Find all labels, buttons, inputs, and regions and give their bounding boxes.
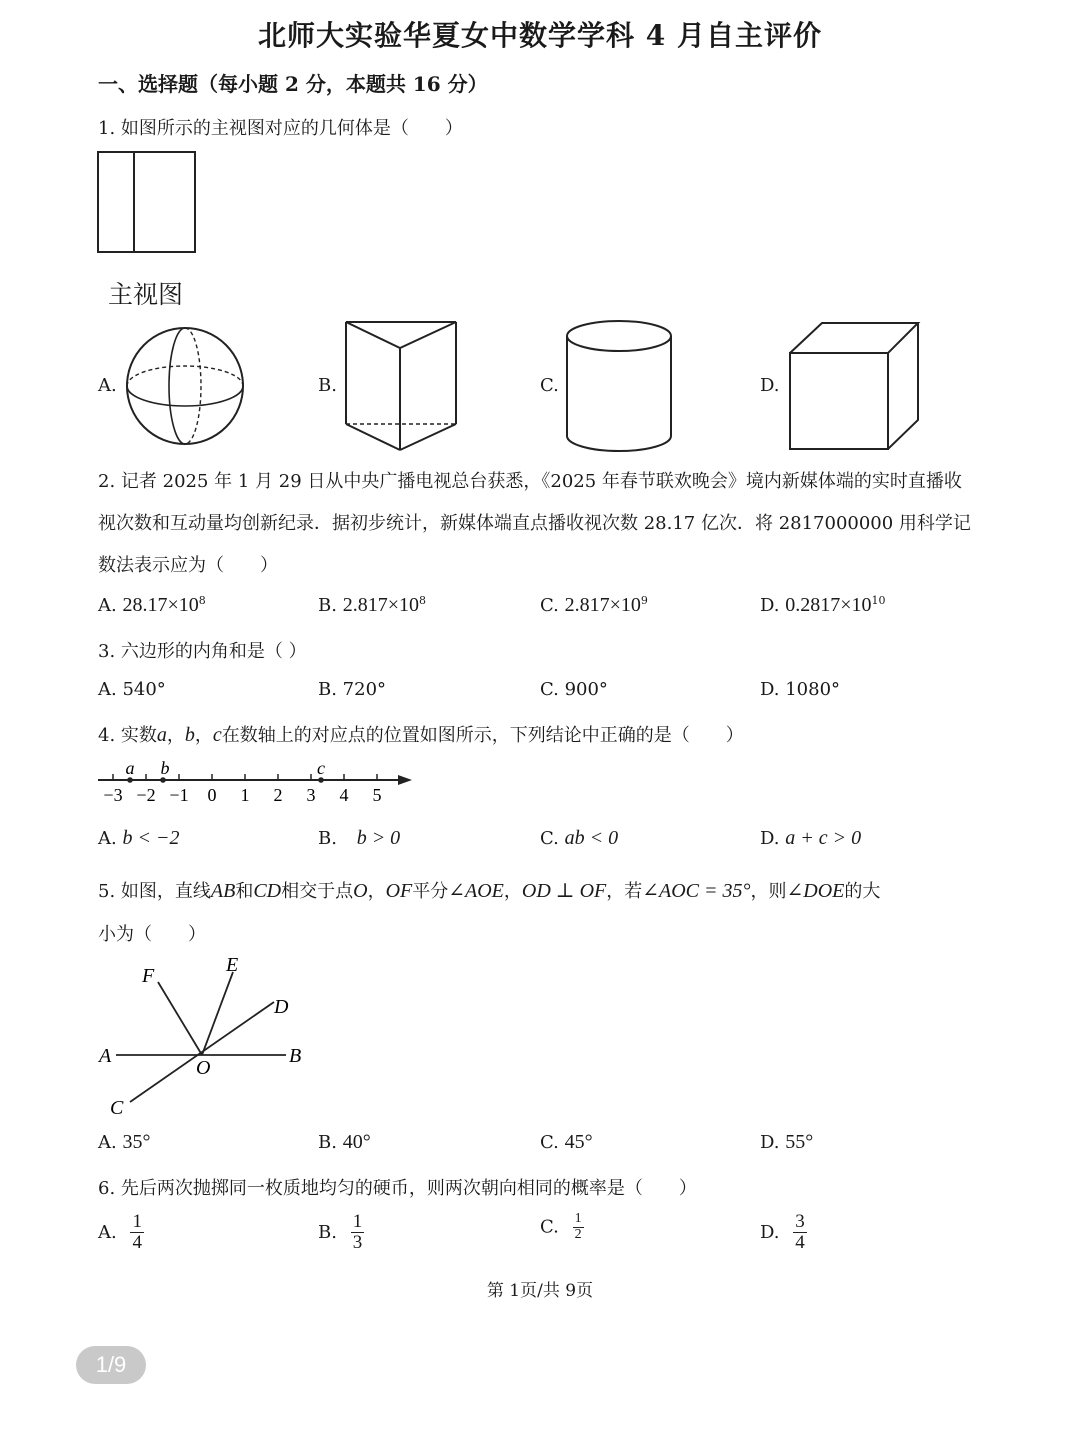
tick-label: 1 — [240, 785, 250, 805]
q6-option-c-label: C. — [540, 1216, 559, 1238]
q1-option-d-label[interactable]: D. — [760, 375, 780, 396]
q6-option-c-fraction — [573, 1212, 584, 1242]
q5-text: ，若 — [606, 881, 643, 902]
q6-option-a-label: A. — [98, 1221, 117, 1243]
question-3-stem: 3. 六边形的内角和是（ ） — [98, 641, 307, 662]
q2-option-c-exponent: 9 — [640, 594, 648, 607]
denominator: 4 — [795, 1231, 805, 1253]
numerator: 1 — [352, 1211, 363, 1232]
q5-option-c[interactable] — [540, 1131, 593, 1154]
q5-perpendicular: OD ⊥ OF — [521, 880, 607, 902]
q3-option-d[interactable]: D. 1080° — [760, 679, 841, 700]
label-f: F — [142, 965, 155, 987]
tick-label: −3 — [103, 785, 123, 805]
denominator: 3 — [352, 1231, 363, 1253]
front-view-figure — [96, 150, 198, 256]
q1-option-b-label[interactable]: B. — [318, 375, 337, 396]
q4-stem-prefix: 4. 实数 — [98, 725, 157, 746]
q5-option-b[interactable] — [318, 1131, 371, 1154]
q3-option-c[interactable]: C. 900° — [540, 679, 608, 700]
q5-point-o: O — [353, 880, 368, 902]
q5-text: 的大 — [844, 881, 881, 902]
q2-option-d-mantissa: 0.2817×10 — [785, 594, 872, 616]
q5-option-d[interactable] — [760, 1131, 813, 1154]
question-2-line-3: 数法表示应为（ ） — [98, 555, 278, 576]
question-4-stem — [98, 721, 744, 747]
q2-option-b-exponent: 8 — [418, 594, 426, 607]
denominator: 2 — [574, 1226, 582, 1242]
q4-var-c: c — [212, 724, 222, 746]
q2-option-a[interactable] — [98, 594, 206, 617]
q4-option-c-expr: ab < 0 — [564, 827, 619, 849]
page-footer: 第 1页/共 9页 — [486, 1281, 594, 1301]
q5-option-c-label: C. — [540, 1132, 559, 1153]
q4-var-b: b — [184, 724, 195, 746]
q4-option-d-label: D. — [760, 828, 780, 849]
q5-option-d-label: D. — [760, 1132, 780, 1153]
section-heading: 一、选择题（每小题 2 分，本题共 16 分） — [98, 72, 488, 96]
q5-option-b-value: 40° — [342, 1131, 371, 1153]
label-a: A — [99, 1045, 112, 1067]
cube-figure — [786, 320, 922, 452]
q4-option-a-label: A. — [98, 828, 117, 849]
point-label-c: c — [317, 758, 325, 778]
tick-label: 3 — [306, 785, 316, 805]
q2-option-a-exponent: 8 — [198, 594, 206, 607]
tick-label: 4 — [339, 785, 349, 805]
cylinder-figure — [563, 318, 675, 456]
triangular-prism-figure — [342, 318, 460, 454]
q4-option-b[interactable] — [318, 827, 400, 850]
q4-sep-1: ， — [166, 725, 185, 746]
q4-option-a-expr: b < −2 — [122, 827, 180, 849]
q2-option-d-label: D. — [760, 595, 780, 616]
q5-line-cd: CD — [253, 880, 282, 902]
label-c: C — [110, 1097, 124, 1119]
question-1-stem: 1. 如图所示的主视图对应的几何体是（ ） — [98, 118, 463, 139]
label-d: D — [274, 996, 289, 1018]
q4-option-a[interactable] — [98, 827, 179, 850]
q5-text: ，则 — [750, 881, 787, 902]
q5-text: ， — [503, 881, 522, 902]
q5-ray-of: OF — [385, 880, 413, 902]
page-title: 北师大实验华夏女中数学学科 4 月自主评价 — [258, 19, 822, 52]
q6-option-c[interactable] — [540, 1212, 584, 1242]
q4-option-d[interactable] — [760, 827, 861, 850]
tick-label: 5 — [372, 785, 382, 805]
q6-option-b[interactable] — [318, 1212, 364, 1253]
q2-option-a-mantissa: 28.17×10 — [122, 594, 199, 616]
q2-option-b[interactable] — [318, 594, 426, 617]
q5-option-a[interactable] — [98, 1131, 150, 1154]
q6-option-b-fraction — [351, 1212, 365, 1253]
q5-option-b-label: B. — [318, 1132, 337, 1153]
intersecting-lines-figure — [96, 952, 316, 1124]
q2-option-c[interactable] — [540, 594, 648, 617]
q2-option-a-label: A. — [98, 595, 117, 616]
q5-option-d-value: 55° — [785, 1131, 814, 1153]
q5-option-a-value: 35° — [122, 1131, 151, 1153]
q6-option-b-label: B. — [318, 1221, 337, 1243]
q2-option-b-label: B. — [318, 595, 337, 616]
q5-text: ， — [367, 881, 386, 902]
q5-line-ab: AB — [210, 880, 236, 902]
numerator: 1 — [132, 1211, 142, 1232]
question-5-line-1 — [98, 877, 880, 903]
numerator: 3 — [795, 1211, 805, 1232]
front-view-label: 主视图 — [108, 280, 184, 309]
tick-label: −2 — [136, 785, 156, 805]
question-2-line-1: 2. 记者 2025 年 1 月 29 日从中央广播电视总台获悉，《2025 年春节联欢晚会》境内新媒体端的实时直播收 — [98, 471, 962, 492]
q5-option-c-value: 45° — [564, 1131, 593, 1153]
q5-angle-aoe: ∠AOE — [448, 880, 504, 902]
tick-label: 0 — [207, 785, 217, 805]
q4-var-a: a — [156, 724, 167, 746]
q2-option-d-exponent: 10 — [871, 594, 886, 607]
point-label-a: a — [125, 758, 135, 778]
number-line-figure — [96, 756, 416, 808]
q4-option-c[interactable] — [540, 827, 618, 850]
q6-option-d-label: D. — [760, 1221, 780, 1243]
q4-sep-2: ， — [194, 725, 213, 746]
q2-option-b-mantissa: 2.817×10 — [342, 594, 419, 616]
denominator: 4 — [132, 1231, 142, 1253]
q4-option-b-expr: b > 0 — [356, 827, 401, 849]
label-o: O — [196, 1057, 211, 1079]
label-e: E — [226, 954, 239, 976]
q2-option-c-label: C. — [540, 595, 559, 616]
q6-option-a[interactable] — [98, 1212, 144, 1253]
q2-option-c-mantissa: 2.817×10 — [564, 594, 641, 616]
tick-label: 2 — [273, 785, 283, 805]
question-6-stem: 6. 先后两次抛掷同一枚质地均匀的硬币，则两次朝向相同的概率是（ ） — [98, 1178, 697, 1199]
q5-text: 和 — [235, 881, 254, 902]
q5-option-a-label: A. — [98, 1132, 117, 1153]
q6-option-d[interactable] — [760, 1212, 807, 1253]
label-b: B — [289, 1045, 302, 1067]
point-label-b: b — [160, 758, 170, 778]
sphere-figure — [122, 324, 248, 448]
tick-label: −1 — [169, 785, 189, 805]
q2-option-d[interactable] — [760, 594, 886, 617]
q1-option-a-label[interactable]: A. — [98, 375, 117, 396]
q5-angle-aoc: ∠AOC = 35° — [642, 880, 751, 902]
q5-text: 相交于点 — [281, 881, 354, 902]
page-indicator[interactable]: 1/9 — [76, 1346, 146, 1384]
question-2-line-2: 视次数和互动量均创新纪录．据初步统计，新媒体端直点播收视次数 28.17 亿次．将 2817000000 用科学记 — [98, 513, 971, 534]
numerator: 1 — [574, 1211, 582, 1226]
question-5-line-2: 小为（ ） — [98, 924, 206, 945]
q5-text: 平分 — [412, 881, 449, 902]
q5-text: 5. 如图，直线 — [98, 881, 211, 902]
q4-option-b-label: B. — [318, 828, 337, 849]
q1-option-c-label[interactable]: C. — [540, 375, 559, 396]
q6-option-d-fraction — [793, 1212, 807, 1253]
q4-option-c-label: C. — [540, 828, 559, 849]
q4-option-d-expr: a + c > 0 — [785, 827, 862, 849]
q4-stem-suffix: 在数轴上的对应点的位置如图所示，下列结论中正确的是（ ） — [221, 725, 744, 746]
q5-angle-doe: ∠DOE — [786, 880, 845, 902]
q3-option-a[interactable]: A. 540° — [98, 679, 166, 700]
q6-option-a-fraction — [130, 1212, 144, 1253]
q3-option-b[interactable]: B. 720° — [318, 679, 387, 700]
